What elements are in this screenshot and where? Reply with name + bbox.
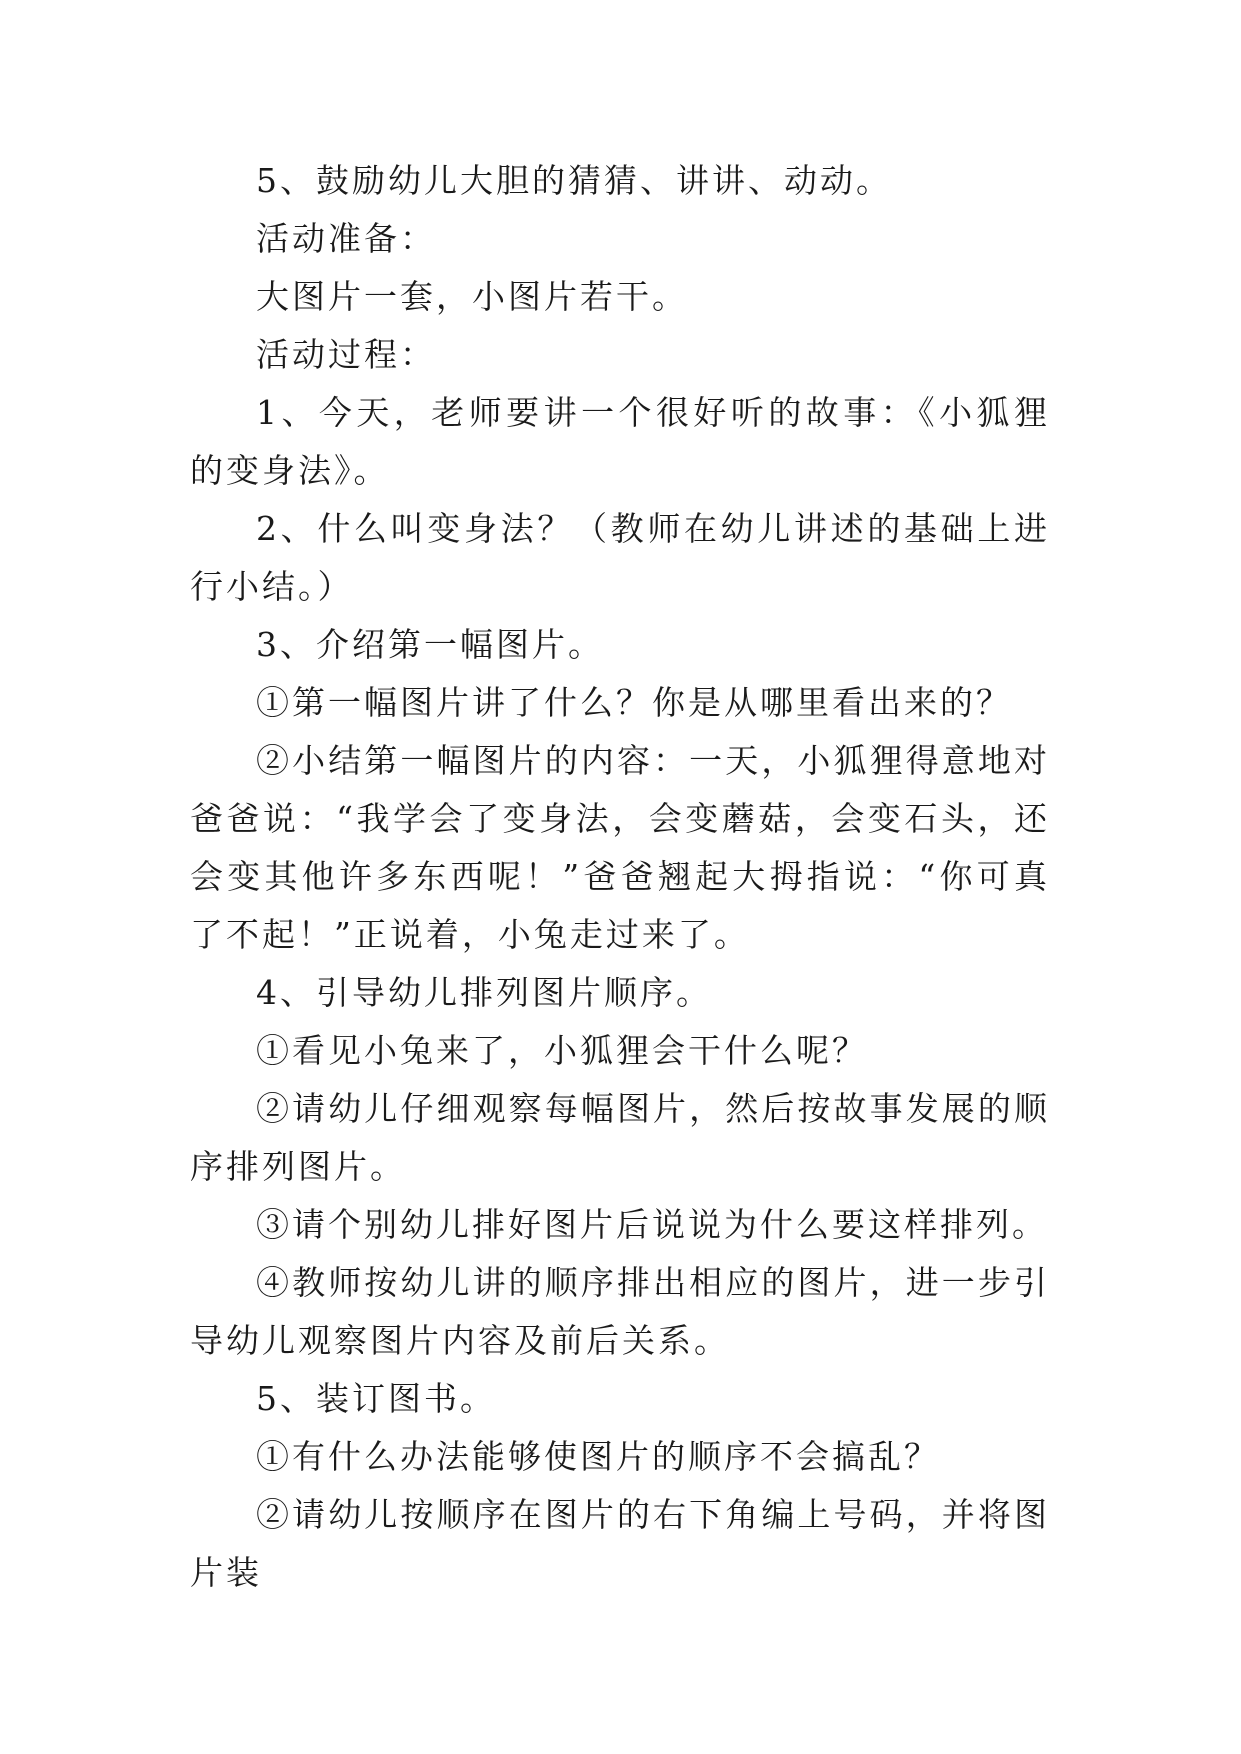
paragraph-step-1: 1、今天，老师要讲一个很好听的故事：《小狐狸的变身法》。 — [190, 393, 1050, 490]
paragraph-step-2: 2、什么叫变身法？（教师在幼儿讲述的基础上进行小结。） — [190, 509, 1050, 606]
paragraph-materials: 大图片一套，小图片若干。 — [256, 277, 688, 316]
paragraph-step-3: 3、介绍第一幅图片。 — [256, 625, 604, 664]
paragraph-step-4-item-3: ③请个别幼儿排好图片后说说为什么要这样排列。 — [256, 1205, 1048, 1244]
paragraph-step-4-item-2: ②请幼儿仔细观察每幅图片，然后按故事发展的顺序排列图片。 — [190, 1089, 1050, 1186]
paragraph-goal-5: 5、鼓励幼儿大胆的猜猜、讲讲、动动。 — [256, 161, 892, 200]
paragraph-step-5: 5、装订图书。 — [256, 1379, 496, 1418]
heading-preparation: 活动准备： — [256, 219, 436, 258]
paragraph-step-3-item-1: ①第一幅图片讲了什么？你是从哪里看出来的？ — [256, 683, 1012, 722]
paragraph-step-4-item-4: ④教师按幼儿讲的顺序排出相应的图片，进一步引导幼儿观察图片内容及前后关系。 — [190, 1263, 1050, 1360]
document-body — [190, 152, 1050, 1602]
paragraph-step-4: 4、引导幼儿排列图片顺序。 — [256, 973, 712, 1012]
paragraph-step-4-item-1: ①看见小兔来了，小狐狸会干什么呢？ — [256, 1031, 868, 1070]
paragraph-step-5-item-1: ①有什么办法能够使图片的顺序不会搞乱？ — [256, 1437, 940, 1476]
paragraph-step-5-item-2: ②请幼儿按顺序在图片的右下角编上号码，并将图片装 — [190, 1495, 1050, 1592]
heading-process: 活动过程： — [256, 335, 436, 374]
paragraph-step-3-item-2: ②小结第一幅图片的内容：一天，小狐狸得意地对爸爸说：“我学会了变身法，会变蘑菇，会变石头，还会变其他许多东西呢！”爸爸翘起大拇指说：“你可真了不起！”正说着，小兔走过来了。 — [190, 741, 1050, 954]
